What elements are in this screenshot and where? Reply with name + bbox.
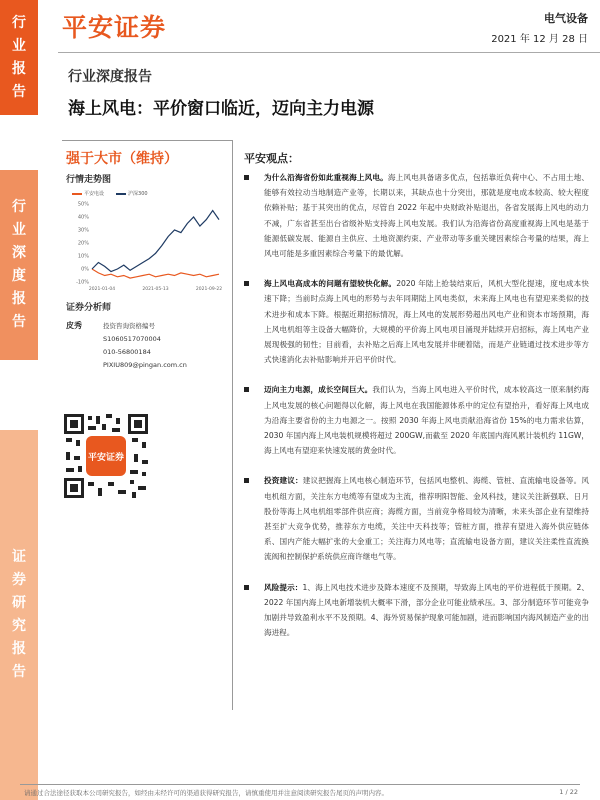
- x-tick-label: 2021-09-22: [195, 287, 223, 292]
- bullet-heading: 迈向主力电源，成长空间巨大。: [264, 385, 373, 395]
- footer-divider: [20, 784, 580, 785]
- sidebar-char: 业: [12, 37, 26, 54]
- sidebar-industry-depth-report: [0, 170, 38, 360]
- view-bullet: [244, 473, 589, 564]
- report-type: 行业深度报告: [68, 69, 152, 85]
- chart-legend: [72, 190, 148, 197]
- sidebar-industry-report: [0, 0, 38, 115]
- sidebar-char: 报: [12, 291, 26, 307]
- sidebar-char: 行: [12, 14, 26, 31]
- sidebar-char: 深: [12, 245, 26, 261]
- legend-label: 平安电设: [84, 191, 105, 197]
- analyst-email[interactable]: PIXIU809@pingan.com.cn: [103, 361, 187, 369]
- sidebar-securities-research-report: [0, 430, 38, 800]
- sidebar-char: 究: [12, 618, 26, 634]
- sidebar-char: 研: [12, 595, 26, 611]
- trend-chart: [64, 186, 224, 296]
- y-tick-label: 40%: [77, 214, 89, 221]
- y-tick-label: 10%: [77, 253, 89, 260]
- analyst-heading: 证券分析师: [66, 303, 112, 313]
- series-line-0: [92, 269, 219, 278]
- company-logo: 平安证券: [62, 13, 167, 42]
- sidebar-char: 报: [12, 641, 26, 657]
- bullet-heading: 海上风电高成本的问题有望较快化解。: [264, 279, 397, 289]
- sidebar: [0, 0, 38, 800]
- column-divider: [232, 140, 233, 710]
- bullet-text: 建议把握海上风电核心制造环节，包括风电整机、海缆、管桩、直流输电设备等。风电机组方面，关注东方电缆等有望成为主流，推荐明阳智能、金风科技，建议关注新强联、日月股份等海上风电机组零部件供应商；海缆方面，当前竞争格局较为清晰，未来头部企业有望维持甚至扩大竞争优势，推荐东方电缆，关注中天科技等；管桩方面，推荐有望进入海外供应链体系、国内产能大幅扩张的大金重工；关注海力风电等；直流输电设备方面，建议关注柔性直流换流阀和控制保护系统供应商许继电气等。: [264, 476, 590, 562]
- y-tick-label: 0%: [81, 266, 89, 273]
- y-tick-label: 30%: [77, 227, 89, 234]
- x-tick-label: 2021-01-04: [88, 287, 116, 292]
- sidebar-char: 行: [12, 199, 26, 215]
- page-number: 1 / 22: [559, 788, 578, 796]
- qr-logo-text: 平安证券: [87, 453, 125, 463]
- industry-label: 电气设备: [544, 12, 588, 25]
- header-divider: [58, 52, 600, 53]
- view-bullet: [244, 580, 589, 641]
- sidebar-char: 券: [12, 572, 26, 588]
- bullet-text: 海上风电具备诸多优点，包括靠近负荷中心、不占用土地、能够有效拉动当地制造产业等，长期以来，其缺点也十分突出，那就是度电成本较高、较大程度依赖补贴；基于其突出的优点，尽管自 2022 年起中央财政补贴退出，各省发展海上风电的动力不减，广东省甚至出台省级补贴支持海上风电发展。我们认为沿海省份高度重视海上风电是基于能源低碳发展、能源自主供应、土地资源约束、产业带动等多重关键因素综合考量的结果，海上风电可能是多重因素综合考量下的最优解。: [264, 173, 590, 259]
- qr-code[interactable]: [62, 412, 150, 500]
- report-title: 海上风电：平价窗口临近，迈向主力电源: [68, 99, 374, 119]
- analyst-qualification: 投资咨询资格编号: [103, 322, 155, 330]
- bullet-text: 2020 年陆上抢装结束后，风机大型化提速，度电成本快速下降；当前时点海上风电的形势与去年同期陆上风电类似，未来海上风电也有望迎来类似的技术进步和成本下降。根据近期招标情况，海上风电的发展形势超出风电产业和资本市场预期，海上风电机组等主设备大幅降价，大规模的平价海上风电项目涌现并陆续开启招标，海上风电产业展现极强的韧性；目前看，去补贴之后海上风电发展并非硬着陆，而是产业链通过技术进步等方式快速消化去补贴影响并开启平价时代。: [264, 279, 589, 365]
- analyst-info: [103, 320, 187, 372]
- trend-chart-title: 行情走势图: [66, 175, 112, 185]
- legend-item: [116, 190, 148, 197]
- view-bullet: [244, 276, 589, 367]
- y-tick-label: -10%: [76, 279, 89, 286]
- view-bullet: [244, 382, 589, 458]
- analyst-name: 皮秀: [66, 321, 82, 330]
- analyst-phone: 010-56800184: [103, 348, 151, 356]
- bullet-text: 1、海上风电技术进步及降本速度不及预期，导致海上风电的平价进程低于预期。2、2022 年国内海上风电新增装机大概率下滑，部分企业可能业绩承压。3、部分制造环节可能竞争加剧并导致盈利水平不及预期。4、海外贸易保护现象可能加剧，进而影响国内海风制造产业的出海进程。: [264, 582, 589, 638]
- bullet-heading: 风险提示：: [264, 582, 303, 592]
- analyst-cert-number: S1060517070004: [103, 335, 161, 343]
- legend-label: 沪深300: [128, 191, 148, 197]
- sidebar-char: 报: [12, 60, 26, 77]
- sidebar-char: 证: [12, 549, 26, 565]
- rating-divider: [62, 140, 232, 141]
- view-bullets: [244, 170, 589, 655]
- view-heading: 平安观点：: [244, 152, 299, 165]
- sidebar-char: 业: [12, 222, 26, 238]
- legend-item: [72, 190, 104, 197]
- y-tick-label: 50%: [77, 201, 89, 208]
- sidebar-char: 告: [12, 664, 26, 680]
- sidebar-char: 告: [12, 83, 26, 100]
- sidebar-char: 度: [12, 268, 26, 284]
- bullet-text: 我们认为，当海上风电进入平价时代，成本较高这一原来制约海上风电发展的核心问题得以化解，海上风电在我国能源体系中的定位有望抬升，看好海上风电成为沿海主要省份的主力电源之一。按照 2030 年海上风电贡献沿海省份 15%的电力需求估算，2030 年国内海上风电装机规模将超过 200GW,而截至 2020 年底国内海风累计装机约 11GW，海上风电有望迎来快速发展的黄金时代。: [264, 385, 590, 456]
- sidebar-char: 告: [12, 314, 26, 330]
- footer-disclaimer: 请通过合法途径获取本公司研究报告，如经由未经许可的渠道获得研究报告，请慎重使用并注意阅读研究报告尾页的声明内容。: [24, 789, 388, 797]
- series-line-1: [92, 211, 219, 272]
- bullet-heading: 投资建议：: [264, 476, 303, 486]
- bullet-heading: 为什么沿海省份如此重视海上风电。: [264, 173, 388, 182]
- report-date: 2021 年 12 月 28 日: [491, 34, 588, 45]
- view-bullet: [244, 170, 589, 261]
- rating-label: 强于大市（维持）: [66, 151, 178, 167]
- y-tick-label: 20%: [77, 240, 89, 247]
- x-tick-label: 2021-05-13: [142, 287, 169, 292]
